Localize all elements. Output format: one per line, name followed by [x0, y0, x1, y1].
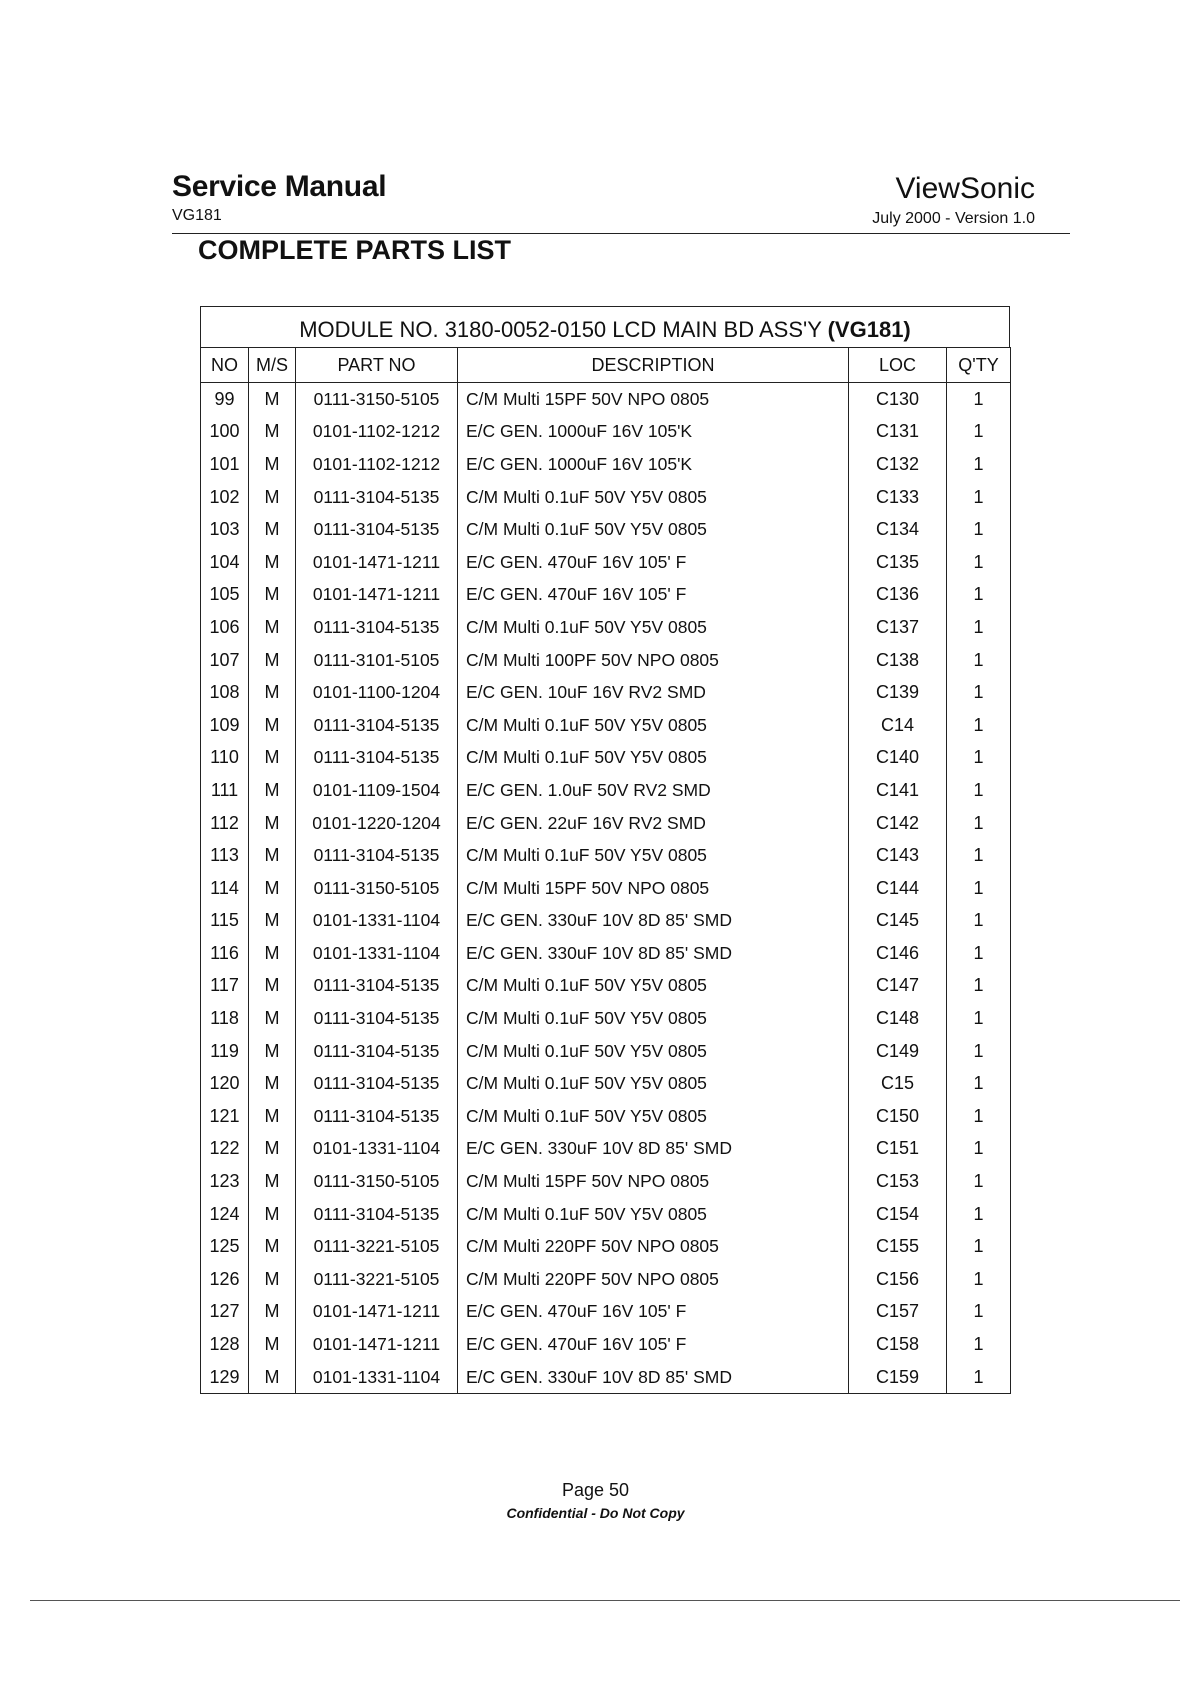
cell-part-no: 0111-3104-5135 — [296, 611, 458, 644]
table-row — [201, 1296, 1011, 1329]
cell-part-no: 0111-3104-5135 — [296, 742, 458, 775]
cell-description: C/M Multi 0.1uF 50V Y5V 0805 — [458, 513, 849, 546]
cell-description: E/C GEN. 470uF 16V 105' F — [458, 546, 849, 579]
cell-loc: C145 — [849, 905, 947, 938]
cell-description: C/M Multi 15PF 50V NPO 0805 — [458, 872, 849, 905]
cell-loc: C144 — [849, 872, 947, 905]
cell-qty: 1 — [947, 513, 1011, 546]
table-row — [201, 1067, 1011, 1100]
cell-loc: C137 — [849, 611, 947, 644]
cell-description: C/M Multi 100PF 50V NPO 0805 — [458, 644, 849, 677]
table-row — [201, 611, 1011, 644]
cell-qty: 1 — [947, 1230, 1011, 1263]
cell-part-no: 0101-1471-1211 — [296, 546, 458, 579]
col-header-ms: M/S — [249, 348, 296, 383]
cell-no: 115 — [201, 905, 249, 938]
table-row — [201, 872, 1011, 905]
cell-ms: M — [249, 709, 296, 742]
cell-qty: 1 — [947, 1035, 1011, 1068]
cell-no: 109 — [201, 709, 249, 742]
cell-no: 108 — [201, 676, 249, 709]
table-row — [201, 644, 1011, 677]
cell-ms: M — [249, 742, 296, 775]
cell-loc: C138 — [849, 644, 947, 677]
cell-part-no: 0111-3221-5105 — [296, 1263, 458, 1296]
cell-no: 129 — [201, 1361, 249, 1394]
table-row — [201, 416, 1011, 449]
cell-description: E/C GEN. 22uF 16V RV2 SMD — [458, 807, 849, 840]
cell-qty: 1 — [947, 644, 1011, 677]
cell-no: 113 — [201, 839, 249, 872]
cell-ms: M — [249, 1165, 296, 1198]
cell-part-no: 0111-3150-5105 — [296, 872, 458, 905]
table-row — [201, 774, 1011, 807]
cell-part-no: 0101-1331-1104 — [296, 937, 458, 970]
cell-loc: C150 — [849, 1100, 947, 1133]
header-divider — [172, 233, 1070, 234]
cell-qty: 1 — [947, 1100, 1011, 1133]
cell-ms: M — [249, 1133, 296, 1166]
table-row — [201, 1361, 1011, 1394]
cell-qty: 1 — [947, 546, 1011, 579]
cell-ms: M — [249, 807, 296, 840]
cell-loc: C15 — [849, 1067, 947, 1100]
cell-description: C/M Multi 0.1uF 50V Y5V 0805 — [458, 742, 849, 775]
cell-description: C/M Multi 0.1uF 50V Y5V 0805 — [458, 839, 849, 872]
cell-no: 101 — [201, 448, 249, 481]
cell-qty: 1 — [947, 1198, 1011, 1231]
cell-description: E/C GEN. 10uF 16V RV2 SMD — [458, 676, 849, 709]
cell-qty: 1 — [947, 1002, 1011, 1035]
cell-loc: C146 — [849, 937, 947, 970]
module-model-tag: (VG181) — [827, 317, 911, 342]
cell-no: 105 — [201, 579, 249, 612]
cell-qty: 1 — [947, 1361, 1011, 1394]
col-header-no: NO — [201, 348, 249, 383]
cell-no: 123 — [201, 1165, 249, 1198]
cell-description: C/M Multi 0.1uF 50V Y5V 0805 — [458, 1100, 849, 1133]
cell-description: E/C GEN. 1000uF 16V 105'K — [458, 416, 849, 449]
cell-no: 107 — [201, 644, 249, 677]
cell-part-no: 0111-3104-5135 — [296, 513, 458, 546]
cell-part-no: 0101-1331-1104 — [296, 1133, 458, 1166]
table-row — [201, 1198, 1011, 1231]
cell-part-no: 0101-1471-1211 — [296, 579, 458, 612]
cell-ms: M — [249, 546, 296, 579]
cell-no: 126 — [201, 1263, 249, 1296]
cell-no: 121 — [201, 1100, 249, 1133]
cell-loc: C135 — [849, 546, 947, 579]
cell-loc: C130 — [849, 383, 947, 416]
cell-loc: C148 — [849, 1002, 947, 1035]
cell-ms: M — [249, 611, 296, 644]
parts-table-container — [200, 306, 1010, 1394]
cell-description: C/M Multi 0.1uF 50V Y5V 0805 — [458, 1067, 849, 1100]
cell-description: C/M Multi 15PF 50V NPO 0805 — [458, 383, 849, 416]
cell-description: C/M Multi 15PF 50V NPO 0805 — [458, 1165, 849, 1198]
table-row — [201, 1035, 1011, 1068]
table-row — [201, 905, 1011, 938]
cell-part-no: 0111-3221-5105 — [296, 1230, 458, 1263]
cell-ms: M — [249, 937, 296, 970]
cell-loc: C157 — [849, 1296, 947, 1329]
cell-part-no: 0111-3104-5135 — [296, 1002, 458, 1035]
cell-loc: C153 — [849, 1165, 947, 1198]
cell-part-no: 0101-1220-1204 — [296, 807, 458, 840]
col-header-loc: LOC — [849, 348, 947, 383]
cell-loc: C158 — [849, 1328, 947, 1361]
cell-part-no: 0111-3104-5135 — [296, 1067, 458, 1100]
cell-qty: 1 — [947, 481, 1011, 514]
table-row — [201, 742, 1011, 775]
cell-description: C/M Multi 0.1uF 50V Y5V 0805 — [458, 1035, 849, 1068]
cell-description: C/M Multi 0.1uF 50V Y5V 0805 — [458, 481, 849, 514]
cell-qty: 1 — [947, 1328, 1011, 1361]
cell-part-no: 0111-3104-5135 — [296, 1035, 458, 1068]
cell-part-no: 0101-1331-1104 — [296, 905, 458, 938]
cell-loc: C139 — [849, 676, 947, 709]
cell-loc: C141 — [849, 774, 947, 807]
confidential-notice: Confidential - Do Not Copy — [506, 1505, 685, 1521]
section-title: COMPLETE PARTS LIST — [198, 235, 512, 265]
cell-no: 114 — [201, 872, 249, 905]
cell-no: 106 — [201, 611, 249, 644]
cell-part-no: 0111-3101-5105 — [296, 644, 458, 677]
cell-loc: C134 — [849, 513, 947, 546]
cell-qty: 1 — [947, 448, 1011, 481]
cell-loc: C143 — [849, 839, 947, 872]
module-title-text: MODULE NO. 3180-0052-0150 LCD MAIN BD ASS'Y — [299, 317, 822, 342]
cell-no: 119 — [201, 1035, 249, 1068]
cell-part-no: 0101-1109-1504 — [296, 774, 458, 807]
cell-no: 111 — [201, 774, 249, 807]
table-row — [201, 546, 1011, 579]
table-row — [201, 513, 1011, 546]
table-row — [201, 481, 1011, 514]
cell-ms: M — [249, 1002, 296, 1035]
cell-loc: C14 — [849, 709, 947, 742]
cell-loc: C131 — [849, 416, 947, 449]
cell-description: E/C GEN. 470uF 16V 105' F — [458, 1328, 849, 1361]
parts-table — [200, 347, 1011, 1394]
cell-description: C/M Multi 0.1uF 50V Y5V 0805 — [458, 970, 849, 1003]
cell-qty: 1 — [947, 709, 1011, 742]
cell-loc: C151 — [849, 1133, 947, 1166]
cell-qty: 1 — [947, 416, 1011, 449]
cell-description: C/M Multi 0.1uF 50V Y5V 0805 — [458, 1198, 849, 1231]
cell-part-no: 0101-1102-1212 — [296, 416, 458, 449]
cell-qty: 1 — [947, 611, 1011, 644]
model-number: VG181 — [172, 207, 222, 224]
cell-qty: 1 — [947, 774, 1011, 807]
cell-description: E/C GEN. 470uF 16V 105' F — [458, 579, 849, 612]
cell-no: 104 — [201, 546, 249, 579]
cell-qty: 1 — [947, 839, 1011, 872]
cell-no: 118 — [201, 1002, 249, 1035]
cell-no: 99 — [201, 383, 249, 416]
cell-part-no: 0111-3104-5135 — [296, 970, 458, 1003]
cell-ms: M — [249, 774, 296, 807]
cell-loc: C140 — [849, 742, 947, 775]
table-row — [201, 970, 1011, 1003]
table-row — [201, 676, 1011, 709]
document-title: Service Manual — [172, 170, 387, 203]
cell-no: 100 — [201, 416, 249, 449]
cell-part-no: 0111-3104-5135 — [296, 481, 458, 514]
cell-qty: 1 — [947, 676, 1011, 709]
page-number: Page 50 — [561, 1480, 630, 1500]
cell-part-no: 0101-1102-1212 — [296, 448, 458, 481]
cell-ms: M — [249, 383, 296, 416]
cell-loc: C155 — [849, 1230, 947, 1263]
table-row — [201, 383, 1011, 416]
cell-no: 110 — [201, 742, 249, 775]
cell-description: E/C GEN. 330uF 10V 8D 85' SMD — [458, 905, 849, 938]
cell-description: E/C GEN. 330uF 10V 8D 85' SMD — [458, 1361, 849, 1394]
cell-part-no: 0101-1471-1211 — [296, 1296, 458, 1329]
cell-ms: M — [249, 1263, 296, 1296]
cell-qty: 1 — [947, 937, 1011, 970]
table-row — [201, 579, 1011, 612]
col-header-part-no: PART NO — [296, 348, 458, 383]
cell-qty: 1 — [947, 807, 1011, 840]
cell-part-no: 0101-1100-1204 — [296, 676, 458, 709]
table-row — [201, 1165, 1011, 1198]
cell-no: 102 — [201, 481, 249, 514]
cell-loc: C132 — [849, 448, 947, 481]
cell-part-no: 0101-1471-1211 — [296, 1328, 458, 1361]
table-row — [201, 1002, 1011, 1035]
cell-part-no: 0101-1331-1104 — [296, 1361, 458, 1394]
table-row — [201, 1133, 1011, 1166]
cell-loc: C154 — [849, 1198, 947, 1231]
cell-ms: M — [249, 644, 296, 677]
cell-description: E/C GEN. 330uF 10V 8D 85' SMD — [458, 1133, 849, 1166]
table-row — [201, 1230, 1011, 1263]
brand-name: ViewSonic — [895, 172, 1035, 205]
cell-qty: 1 — [947, 579, 1011, 612]
cell-part-no: 0111-3150-5105 — [296, 383, 458, 416]
cell-ms: M — [249, 1296, 296, 1329]
cell-ms: M — [249, 872, 296, 905]
cell-loc: C147 — [849, 970, 947, 1003]
col-header-description: DESCRIPTION — [458, 348, 849, 383]
cell-no: 103 — [201, 513, 249, 546]
cell-qty: 1 — [947, 742, 1011, 775]
cell-no: 125 — [201, 1230, 249, 1263]
table-header-row — [201, 348, 1011, 383]
cell-ms: M — [249, 839, 296, 872]
cell-description: C/M Multi 0.1uF 50V Y5V 0805 — [458, 709, 849, 742]
cell-description: E/C GEN. 1000uF 16V 105'K — [458, 448, 849, 481]
cell-description: E/C GEN. 330uF 10V 8D 85' SMD — [458, 937, 849, 970]
cell-ms: M — [249, 579, 296, 612]
cell-ms: M — [249, 1328, 296, 1361]
cell-loc: C156 — [849, 1263, 947, 1296]
cell-ms: M — [249, 1067, 296, 1100]
cell-qty: 1 — [947, 1133, 1011, 1166]
cell-no: 116 — [201, 937, 249, 970]
version-date: July 2000 - Version 1.0 — [872, 210, 1035, 227]
cell-qty: 1 — [947, 970, 1011, 1003]
cell-loc: C136 — [849, 579, 947, 612]
cell-loc: C133 — [849, 481, 947, 514]
cell-qty: 1 — [947, 1165, 1011, 1198]
cell-description: C/M Multi 220PF 50V NPO 0805 — [458, 1230, 849, 1263]
table-row — [201, 1328, 1011, 1361]
cell-no: 112 — [201, 807, 249, 840]
cell-description: C/M Multi 0.1uF 50V Y5V 0805 — [458, 611, 849, 644]
cell-qty: 1 — [947, 1263, 1011, 1296]
cell-ms: M — [249, 1100, 296, 1133]
cell-ms: M — [249, 905, 296, 938]
cell-loc: C149 — [849, 1035, 947, 1068]
cell-qty: 1 — [947, 1296, 1011, 1329]
table-row — [201, 807, 1011, 840]
table-row — [201, 839, 1011, 872]
cell-ms: M — [249, 513, 296, 546]
cell-part-no: 0111-3104-5135 — [296, 709, 458, 742]
cell-description: C/M Multi 220PF 50V NPO 0805 — [458, 1263, 849, 1296]
bottom-divider — [30, 1600, 1180, 1601]
cell-no: 127 — [201, 1296, 249, 1329]
cell-no: 128 — [201, 1328, 249, 1361]
cell-ms: M — [249, 481, 296, 514]
cell-ms: M — [249, 1230, 296, 1263]
table-row — [201, 709, 1011, 742]
cell-part-no: 0111-3104-5135 — [296, 1100, 458, 1133]
cell-part-no: 0111-3104-5135 — [296, 1198, 458, 1231]
cell-qty: 1 — [947, 383, 1011, 416]
cell-no: 117 — [201, 970, 249, 1003]
cell-qty: 1 — [947, 872, 1011, 905]
cell-ms: M — [249, 1198, 296, 1231]
table-row — [201, 1263, 1011, 1296]
cell-no: 120 — [201, 1067, 249, 1100]
cell-loc: C142 — [849, 807, 947, 840]
cell-part-no: 0111-3104-5135 — [296, 839, 458, 872]
cell-ms: M — [249, 448, 296, 481]
cell-ms: M — [249, 416, 296, 449]
cell-description: C/M Multi 0.1uF 50V Y5V 0805 — [458, 1002, 849, 1035]
cell-part-no: 0111-3150-5105 — [296, 1165, 458, 1198]
table-row — [201, 448, 1011, 481]
cell-no: 122 — [201, 1133, 249, 1166]
table-row — [201, 937, 1011, 970]
cell-ms: M — [249, 1035, 296, 1068]
cell-loc: C159 — [849, 1361, 947, 1394]
cell-qty: 1 — [947, 1067, 1011, 1100]
module-title — [200, 306, 1010, 347]
col-header-qty: Q'TY — [947, 348, 1011, 383]
cell-description: E/C GEN. 1.0uF 50V RV2 SMD — [458, 774, 849, 807]
table-row — [201, 1100, 1011, 1133]
cell-no: 124 — [201, 1198, 249, 1231]
cell-ms: M — [249, 970, 296, 1003]
cell-ms: M — [249, 676, 296, 709]
cell-ms: M — [249, 1361, 296, 1394]
cell-description: E/C GEN. 470uF 16V 105' F — [458, 1296, 849, 1329]
cell-qty: 1 — [947, 905, 1011, 938]
